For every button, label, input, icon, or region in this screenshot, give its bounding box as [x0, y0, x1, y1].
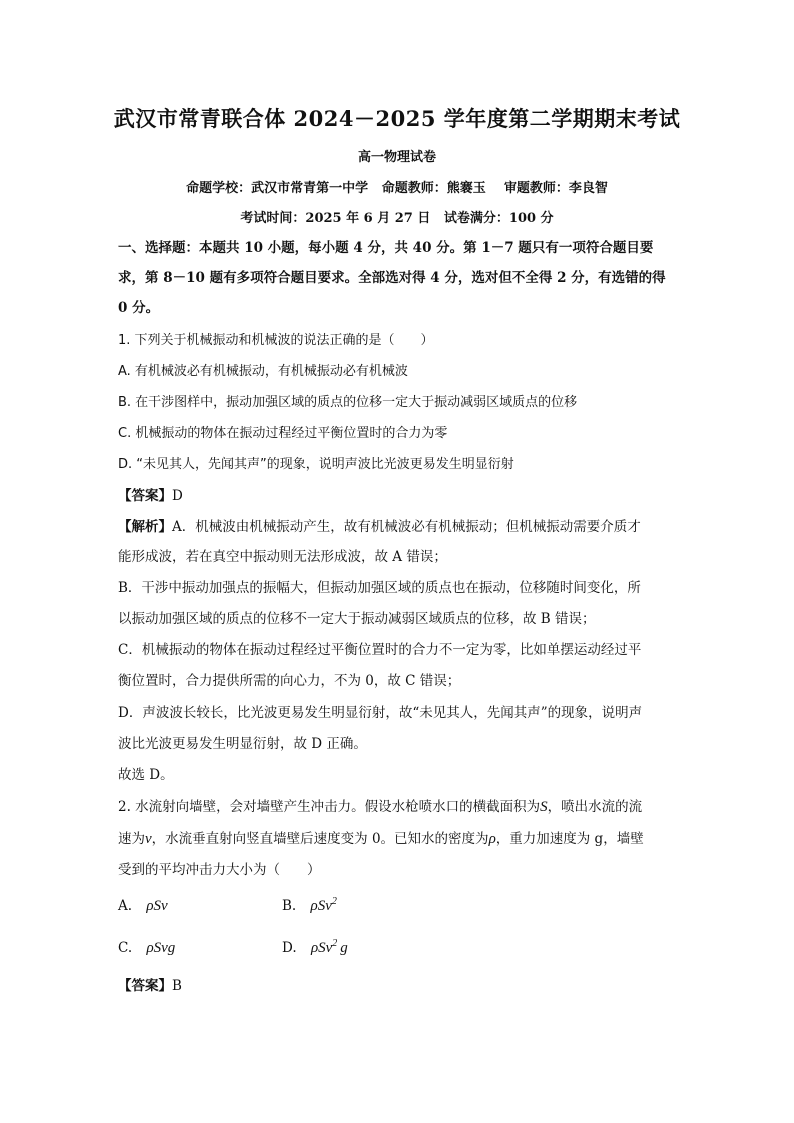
exam-subtitle: 高一物理试卷: [357, 150, 436, 165]
stem-text: 速为: [118, 831, 145, 847]
stem-text: 2. 水流射向墙壁，会对墙壁产生冲击力。假设水枪喷水口的横截面积为: [118, 799, 541, 815]
question-1-analysis-line-3: B．干涉中振动加强点的振幅大，但振动加强区域的质点也在振动，位移随时间变化，所: [118, 580, 641, 596]
question-2-option-c: [118, 940, 175, 957]
question-1-answer: [118, 486, 678, 506]
option-label: B.: [282, 898, 297, 914]
answer-value: D: [172, 488, 183, 504]
variable-v: v: [145, 831, 152, 847]
exam-authors: 命题学校：武汉市常青第一中学 命题教师：熊褰玉 审题教师：李良智: [186, 181, 608, 196]
stem-text: ，重力加速度为 g，墙壁: [495, 831, 644, 847]
section-instructions-line-3: 0 分。: [118, 300, 160, 316]
option-label: D.: [282, 940, 297, 956]
option-expression: ρSv$^2$: [310, 896, 337, 914]
section-instructions-line-1: 一、选择题：本题共 10 小题，每小题 4 分，共 40 分。第 1－7 题只有一项符合题目要: [118, 240, 654, 256]
exam-time-score: 考试时间：2025 年 6 月 27 日 试卷满分：100 分: [240, 211, 554, 226]
variable-rho: ρ: [488, 831, 496, 847]
question-1-analysis-line-2: 能形成波，若在真空中振动则无法形成波，故 A 错误；: [118, 549, 447, 565]
question-1-option-d: D. “未见其人，先闻其声”的现象，说明声波比光波更易发生明显衍射: [118, 457, 514, 472]
answer-tag: 【答案】: [118, 978, 172, 994]
question-2-option-a: [118, 898, 168, 915]
question-1-analysis-line-1: [118, 517, 678, 537]
answer-value: B: [172, 978, 182, 994]
option-label: A.: [118, 898, 133, 914]
option-expression: ρSvg: [146, 940, 176, 956]
question-1-option-a: A. 有机械波必有机械振动，有机械振动必有机械波: [118, 364, 408, 379]
question-1-analysis-line-4: 以振动加强区域的质点的位移不一定大于振动减弱区域质点的位移，故 B 错误；: [118, 611, 596, 627]
exam-title: 武汉市常青联合体 2024－2025 学年度第二学期期末考试: [113, 106, 681, 131]
question-2-stem-line-3: 受到的平均冲击力大小为（ ）: [118, 862, 321, 878]
question-2-option-d: [282, 940, 348, 957]
question-1-conclusion: 故选 D。: [118, 767, 174, 783]
question-1-analysis-line-8: 波比光波更易发生明显衍射，故 D 正确。: [118, 736, 367, 752]
question-2-stem-line-2: [118, 829, 678, 849]
question-2-stem-line-1: [118, 797, 678, 817]
analysis-text: A．机械波由机械振动产生，故有机械波必有机械振动；但机械振动需要介质才: [172, 519, 641, 535]
stem-text: ，喷出水流的流: [547, 799, 643, 815]
section-instructions-line-2: 求，第 8－10 题有多项符合题目要求。全部选对得 4 分，选对但不全得 2 分，有选错的得: [118, 270, 666, 286]
question-1-analysis-line-5: C．机械振动的物体在振动过程经过平衡位置时的合力不一定为零，比如单摆运动经过平: [118, 642, 642, 658]
analysis-tag: 【解析】: [118, 519, 172, 535]
option-expression: ρSv$^2$ g: [310, 938, 348, 956]
question-2-option-b: [282, 898, 337, 915]
question-1-stem: 1. 下列关于机械振动和机械波的说法正确的是（ ）: [118, 333, 434, 348]
question-1-option-c: C. 机械振动的物体在振动过程经过平衡位置时的合力为零: [118, 426, 448, 441]
stem-text: ，水流垂直射向竖直墙壁后速度变为 0。已知水的密度为: [151, 831, 489, 847]
option-expression: ρSv: [146, 898, 168, 914]
option-label: C.: [118, 940, 133, 956]
question-1-analysis-line-7: D．声波波长较长，比光波更易发生明显衍射，故“未见其人，先闻其声”的现象，说明声: [118, 705, 643, 721]
answer-tag: 【答案】: [118, 488, 172, 504]
question-1-analysis-line-6: 衡位置时，合力提供所需的向心力，不为 0，故 C 错误；: [118, 673, 461, 689]
question-1-option-b: B. 在干涉图样中，振动加强区域的质点的位移一定大于振动减弱区域质点的位移: [118, 395, 578, 410]
variable-s: S: [540, 799, 548, 815]
question-2-answer: [118, 976, 678, 996]
